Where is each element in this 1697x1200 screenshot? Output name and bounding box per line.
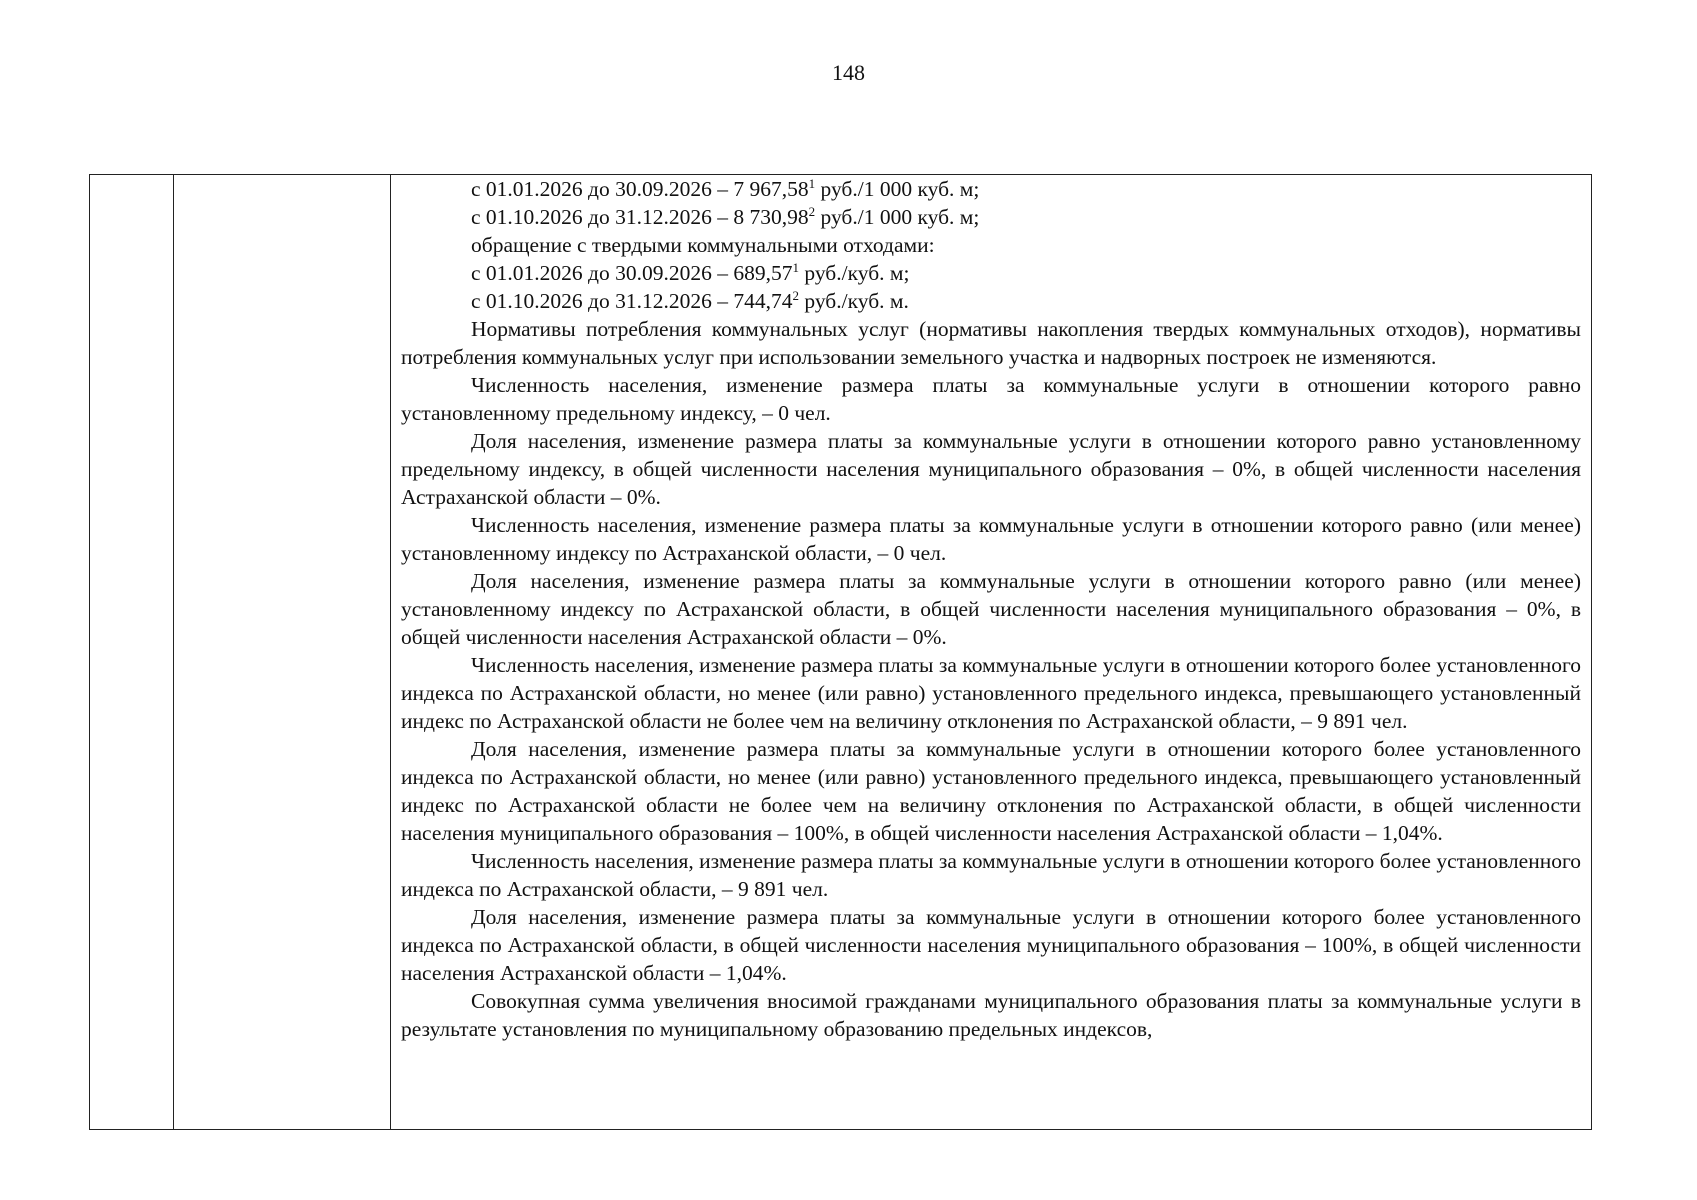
rate-line — [401, 175, 1581, 203]
rate-text: обращение с твердыми коммунальными отходами: — [471, 233, 935, 257]
footnote-mark: 1 — [808, 175, 816, 191]
footnote-mark: 1 — [792, 259, 799, 275]
paragraph: Доля населения, изменение размера платы за коммунальные услуги в отношении которого более установленного индекса по Астраханской области, в общей численности населения муниципального образования – 100%, в общей численности населения Астраханской области – 1,04%. — [401, 905, 1581, 985]
content-text — [401, 175, 1581, 1043]
paragraph: Доля населения, изменение размера платы за коммунальные услуги в отношении которого равно (или менее) установленному индексу по Астраханской области, в общей численности населения муниципального образования – 0%, в общей численности населения Астраханской области – 0%. — [401, 569, 1581, 649]
rate-unit: руб./куб. м; — [798, 261, 910, 285]
paragraph: Численность населения, изменение размера платы за коммунальные услуги в отношении которого более установленного индекса по Астраханской области, но менее (или равно) установленного предельного индекса, превышающего установленный индекс по Астраханской области не более чем на величину отклонения по Астраханской области, – 9 891 чел. — [401, 653, 1581, 733]
rate-unit: руб./куб. м. — [798, 289, 909, 313]
table-column-number — [90, 175, 174, 1129]
document-table — [89, 174, 1592, 1130]
page-number: 148 — [832, 60, 865, 85]
footnote-mark: 2 — [808, 203, 816, 219]
paragraph: Совокупная сумма увеличения вносимой гражданами муниципального образования платы за коммунальные услуги в результате установления по муниципальному образованию предельных индексов, — [401, 989, 1581, 1041]
paragraph: Численность населения, изменение размера платы за коммунальные услуги в отношении которого равно (или менее) установленному индексу по Астраханской области, – 0 чел. — [401, 513, 1581, 565]
paragraph: Численность населения, изменение размера платы за коммунальные услуги в отношении которого равно установленному предельному индексу, – 0 чел. — [401, 373, 1581, 425]
rate-unit: руб./1 000 куб. м; — [815, 177, 980, 201]
paragraph: Численность населения, изменение размера платы за коммунальные услуги в отношении которого более установленного индекса по Астраханской области, – 9 891 чел. — [401, 849, 1581, 901]
rate-text: с 01.10.2026 до 31.12.2026 – 744,74 — [471, 289, 793, 313]
table-column-name — [174, 175, 391, 1129]
rate-line — [401, 231, 1581, 259]
paragraph: Доля населения, изменение размера платы за коммунальные услуги в отношении которого более установленного индекса по Астраханской области, но менее (или равно) установленного предельного индекса, превышающего установленный индекс по Астраханской области не более чем на величину отклонения по Астраханской области, в общей численности населения муниципального образования – 100%, в общей численности населения Астраханской области – 1,04%. — [401, 737, 1581, 845]
paragraph: Нормативы потребления коммунальных услуг (нормативы накопления твердых коммунальных отходов), нормативы потребления коммунальных услуг при использовании земельного участка и надворных построек не изменяются. — [401, 317, 1581, 369]
rate-text: с 01.10.2026 до 31.12.2026 – 8 730,98 — [471, 205, 809, 229]
rate-line — [401, 287, 1581, 315]
table-column-content — [391, 175, 1591, 1129]
rate-line — [401, 259, 1581, 287]
rate-line — [401, 203, 1581, 231]
footnote-mark: 2 — [792, 287, 799, 303]
paragraph: Доля населения, изменение размера платы за коммунальные услуги в отношении которого равно установленному предельному индексу, в общей численности населения муниципального образования – 0%, в общей численности населения Астраханской области – 0%. — [401, 429, 1581, 509]
rate-text: с 01.01.2026 до 30.09.2026 – 7 967,58 — [471, 177, 809, 201]
rate-text: с 01.01.2026 до 30.09.2026 – 689,57 — [471, 261, 793, 285]
rate-unit: руб./1 000 куб. м; — [815, 205, 980, 229]
